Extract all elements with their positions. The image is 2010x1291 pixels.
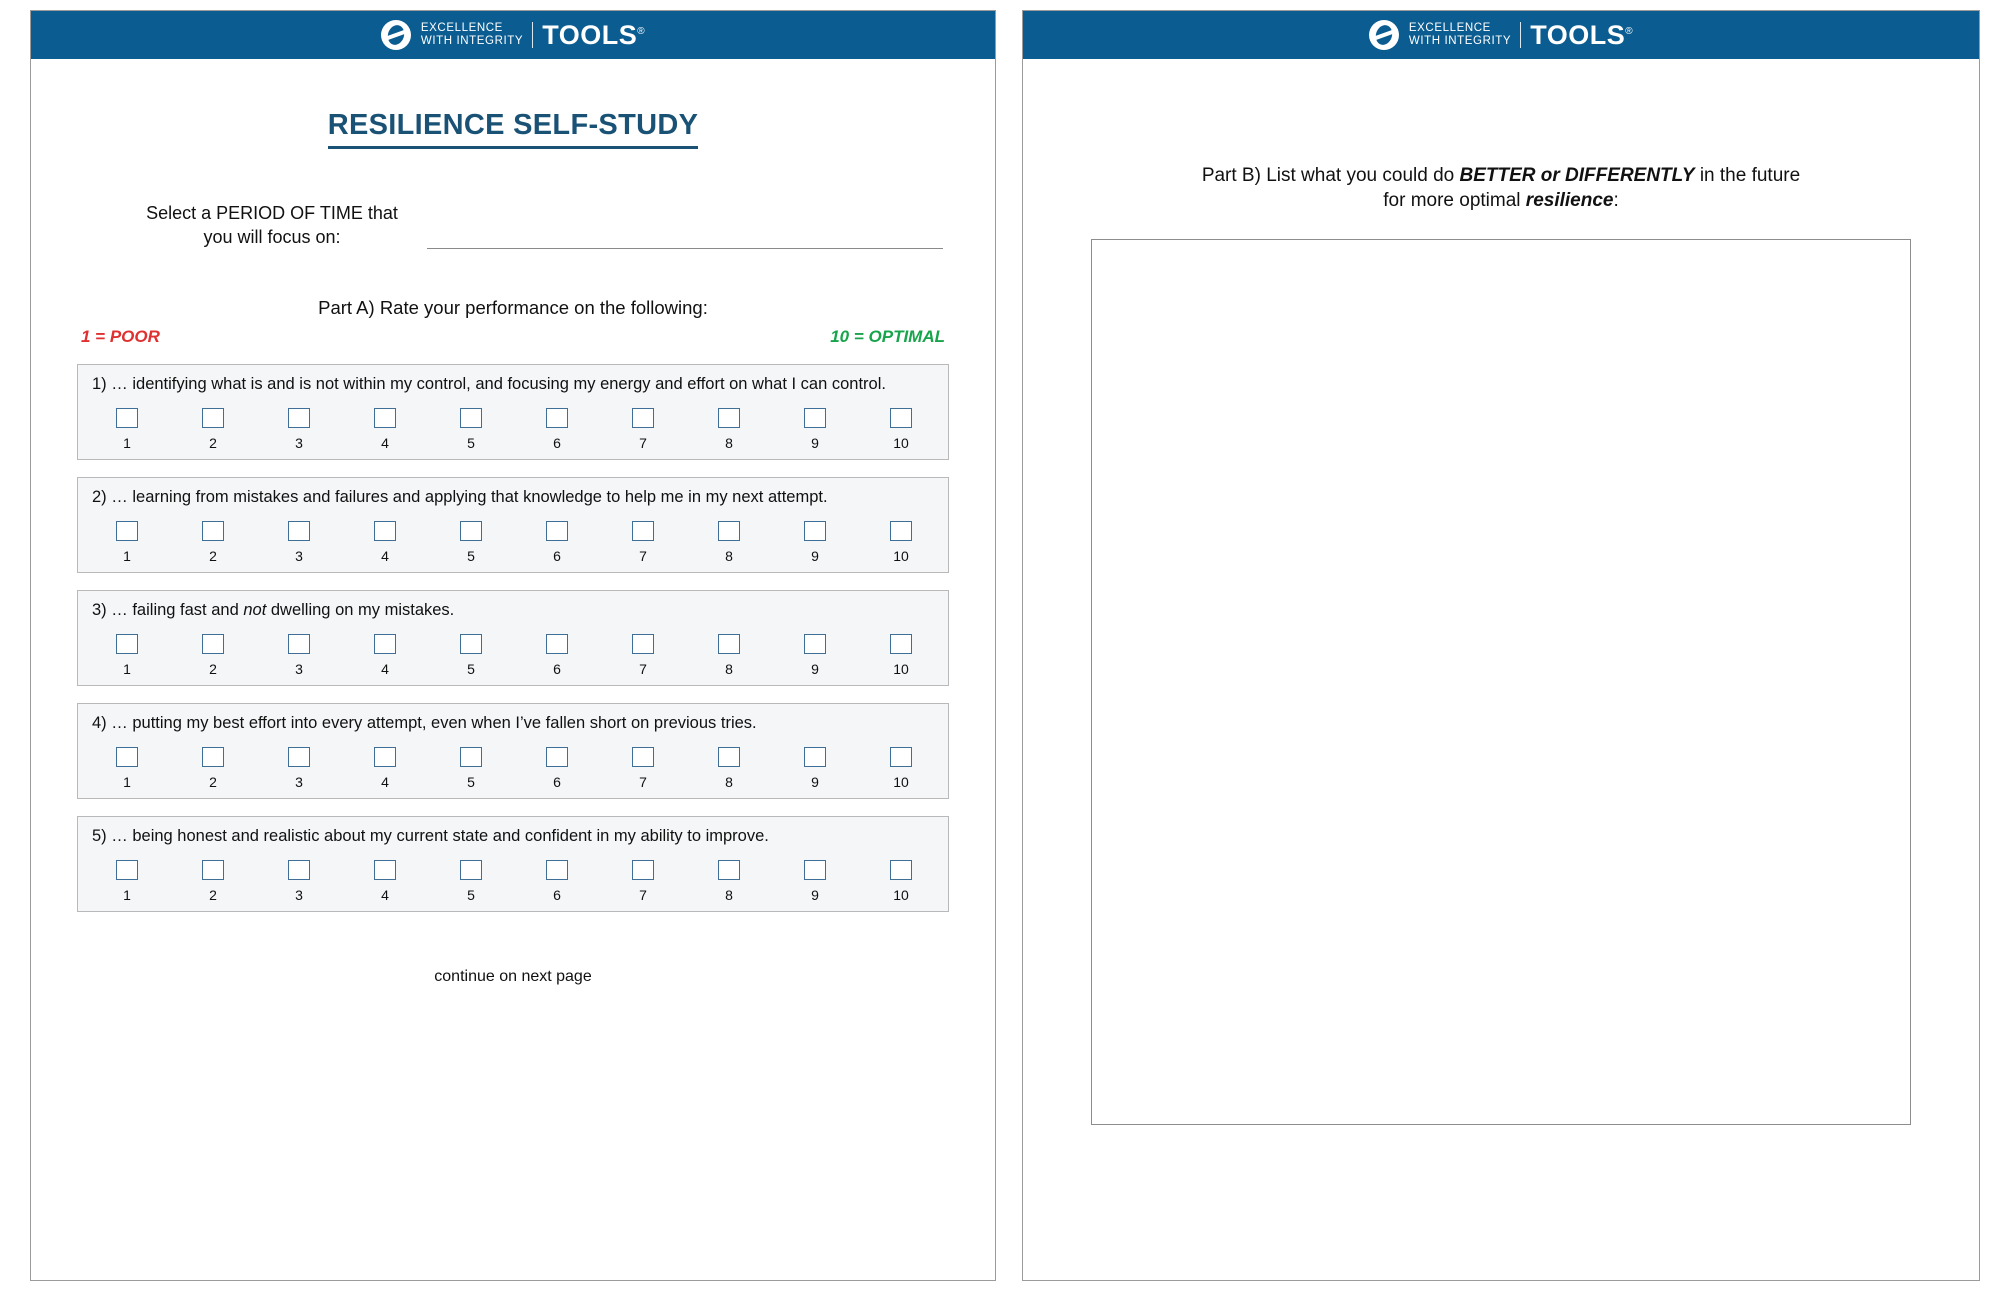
page-title [77, 109, 949, 149]
rating-checkbox[interactable] [374, 634, 396, 654]
rating-label: 8 [725, 661, 733, 677]
question-text [90, 826, 936, 847]
rating-option[interactable] [192, 634, 234, 677]
rating-checkbox[interactable] [890, 521, 912, 541]
rating-label: 8 [725, 887, 733, 903]
rating-label: 4 [381, 661, 389, 677]
part-a-heading: Part A) Rate your performance on the following: [318, 297, 708, 318]
rating-option[interactable] [880, 860, 922, 903]
rating-checkbox[interactable] [460, 747, 482, 767]
part-b-heading-emphasis: BETTER or DIFFERENTLY [1459, 165, 1695, 186]
question-block [77, 703, 949, 799]
question-body-pre: … failing fast and [111, 601, 244, 619]
question-number: 5) [92, 827, 107, 845]
period-label [127, 201, 417, 249]
rating-checkbox[interactable] [116, 521, 138, 541]
rating-checkbox[interactable] [202, 408, 224, 428]
rating-option[interactable] [106, 521, 148, 564]
rating-option[interactable] [536, 408, 578, 451]
rating-label: 6 [553, 774, 561, 790]
registered-mark: ® [637, 25, 646, 37]
rating-checkbox[interactable] [202, 521, 224, 541]
rating-option[interactable] [708, 634, 750, 677]
rating-checkbox[interactable] [890, 408, 912, 428]
rating-checkbox[interactable] [804, 860, 826, 880]
rating-option[interactable] [622, 860, 664, 903]
rating-option[interactable] [880, 408, 922, 451]
rating-checkbox[interactable] [546, 860, 568, 880]
rating-checkbox[interactable] [546, 747, 568, 767]
rating-checkbox[interactable] [890, 634, 912, 654]
rating-checkbox[interactable] [288, 521, 310, 541]
scale-legend [77, 327, 949, 347]
rating-checkbox[interactable] [460, 860, 482, 880]
page-title-text: RESILIENCE SELF-STUDY [328, 109, 698, 149]
rating-label: 3 [295, 548, 303, 564]
rating-option[interactable] [708, 860, 750, 903]
rating-checkbox[interactable] [546, 634, 568, 654]
rating-checkbox[interactable] [374, 521, 396, 541]
rating-checkbox[interactable] [718, 521, 740, 541]
rating-label: 5 [467, 774, 475, 790]
rating-option[interactable] [794, 521, 836, 564]
leaf-circle-logo-icon [381, 20, 411, 50]
rating-checkbox[interactable] [890, 747, 912, 767]
question-text [90, 374, 936, 395]
rating-label: 9 [811, 774, 819, 790]
rating-checkbox[interactable] [288, 860, 310, 880]
rating-label: 2 [209, 887, 217, 903]
rating-option[interactable] [364, 860, 406, 903]
question-body: … being honest and realistic about my current state and confident in my ability to improve. [111, 827, 769, 845]
rating-label: 5 [467, 661, 475, 677]
rating-option[interactable] [880, 521, 922, 564]
rating-option[interactable] [450, 634, 492, 677]
rating-option[interactable] [278, 634, 320, 677]
rating-option[interactable] [106, 408, 148, 451]
rating-option[interactable] [536, 634, 578, 677]
question-body: … putting my best effort into every attempt, even when I’ve fallen short on previous tries. [111, 714, 757, 732]
question-number: 4) [92, 714, 107, 732]
rating-label: 7 [639, 548, 647, 564]
rating-checkbox[interactable] [116, 747, 138, 767]
rating-checkbox[interactable] [202, 860, 224, 880]
rating-option[interactable] [278, 521, 320, 564]
rating-option[interactable] [364, 408, 406, 451]
rating-option[interactable] [536, 521, 578, 564]
rating-checkbox[interactable] [116, 860, 138, 880]
question-block [77, 590, 949, 686]
rating-option[interactable] [450, 408, 492, 451]
question-body-post: dwelling on my mistakes. [266, 601, 455, 619]
rating-checkbox[interactable] [632, 521, 654, 541]
question-block [77, 816, 949, 912]
rating-label: 4 [381, 435, 389, 451]
period-input[interactable] [427, 218, 943, 249]
worksheet-page-right [1022, 10, 1980, 1281]
rating-label: 2 [209, 774, 217, 790]
brand-tagline-line1: EXCELLENCE [1408, 22, 1491, 34]
worksheet-page-left [30, 10, 996, 1281]
rating-label: 2 [209, 435, 217, 451]
rating-label: 3 [295, 435, 303, 451]
rating-option[interactable] [106, 747, 148, 790]
question-number: 1) [92, 375, 107, 393]
rating-label: 7 [639, 887, 647, 903]
question-block [77, 364, 949, 460]
rating-option[interactable] [278, 408, 320, 451]
question-body-emphasis: not [243, 601, 267, 619]
rating-checkbox[interactable] [460, 634, 482, 654]
rating-option[interactable] [192, 521, 234, 564]
rating-label: 7 [639, 774, 647, 790]
rating-label: 1 [123, 661, 131, 677]
rating-label: 6 [553, 435, 561, 451]
rating-option[interactable] [622, 747, 664, 790]
part-b-heading-emphasis-2: resilience [1525, 190, 1614, 211]
rating-label: 3 [295, 661, 303, 677]
rating-checkbox[interactable] [116, 408, 138, 428]
rating-checkbox[interactable] [288, 408, 310, 428]
rating-checkbox[interactable] [632, 408, 654, 428]
rating-option[interactable] [106, 634, 148, 677]
rating-checkbox[interactable] [202, 634, 224, 654]
rating-option[interactable] [192, 860, 234, 903]
rating-option[interactable] [622, 521, 664, 564]
brand-tagline-line1: EXCELLENCE [420, 22, 503, 34]
brand-tagline-line2: WITH INTEGRITY [420, 35, 524, 47]
rating-label: 6 [553, 661, 561, 677]
scale-legend-low: 1 = POOR [81, 327, 160, 346]
brand-wordmark: TOOLS® [1530, 19, 1634, 50]
brand-header-left [31, 11, 995, 59]
rating-checkbox[interactable] [804, 521, 826, 541]
rating-option[interactable] [622, 408, 664, 451]
rating-checkbox[interactable] [546, 521, 568, 541]
rating-option[interactable] [450, 521, 492, 564]
rating-checkbox[interactable] [804, 408, 826, 428]
period-label-line2: you will focus on: [203, 227, 341, 247]
rating-checkbox[interactable] [546, 408, 568, 428]
left-page-body [31, 109, 995, 986]
rating-label: 9 [811, 661, 819, 677]
rating-label: 1 [123, 435, 131, 451]
rating-label: 4 [381, 887, 389, 903]
rating-label: 1 [123, 887, 131, 903]
rating-label: 4 [381, 548, 389, 564]
rating-checkbox[interactable] [718, 747, 740, 767]
rating-label: 7 [639, 661, 647, 677]
rating-option[interactable] [622, 634, 664, 677]
brand-header-right [1023, 11, 1979, 59]
question-number: 2) [92, 488, 107, 506]
part-b-heading-pre: Part B) List what you could do [1201, 165, 1460, 186]
rating-scale [90, 521, 936, 564]
rating-option[interactable] [192, 408, 234, 451]
rating-checkbox[interactable] [718, 634, 740, 654]
rating-checkbox[interactable] [288, 747, 310, 767]
part-b-heading [1023, 163, 1979, 213]
rating-scale [90, 860, 936, 903]
rating-checkbox[interactable] [374, 860, 396, 880]
brand-tagline [1409, 22, 1521, 48]
rating-option[interactable] [794, 408, 836, 451]
rating-option[interactable] [794, 747, 836, 790]
rating-label: 10 [893, 435, 909, 451]
rating-option[interactable] [278, 860, 320, 903]
rating-checkbox[interactable] [890, 860, 912, 880]
rating-scale [90, 634, 936, 677]
rating-option[interactable] [794, 634, 836, 677]
question-text [90, 713, 936, 734]
rating-option[interactable] [192, 747, 234, 790]
rating-label: 5 [467, 887, 475, 903]
brand-wordmark: TOOLS® [542, 19, 646, 50]
rating-label: 6 [553, 548, 561, 564]
rating-label: 5 [467, 548, 475, 564]
page-footer-note: continue on next page [434, 968, 592, 985]
period-field-row [77, 201, 949, 249]
rating-option[interactable] [278, 747, 320, 790]
rating-label: 10 [893, 548, 909, 564]
rating-checkbox[interactable] [374, 408, 396, 428]
question-body: … identifying what is and is not within my control, and focusing my energy and effort on what I can control. [111, 375, 886, 393]
rating-label: 4 [381, 774, 389, 790]
rating-option[interactable] [708, 747, 750, 790]
rating-option[interactable] [794, 860, 836, 903]
rating-option[interactable] [364, 634, 406, 677]
rating-checkbox[interactable] [804, 747, 826, 767]
rating-label: 9 [811, 435, 819, 451]
rating-option[interactable] [536, 860, 578, 903]
question-text [90, 487, 936, 508]
rating-option[interactable] [450, 860, 492, 903]
rating-option[interactable] [708, 408, 750, 451]
rating-label: 9 [811, 887, 819, 903]
rating-option[interactable] [106, 860, 148, 903]
rating-checkbox[interactable] [804, 634, 826, 654]
rating-option[interactable] [880, 634, 922, 677]
rating-label: 2 [209, 548, 217, 564]
part-b-heading-line2-post: : [1613, 190, 1619, 211]
rating-checkbox[interactable] [288, 634, 310, 654]
rating-label: 10 [893, 661, 909, 677]
rating-label: 10 [893, 774, 909, 790]
rating-checkbox[interactable] [116, 634, 138, 654]
rating-checkbox[interactable] [718, 408, 740, 428]
rating-option[interactable] [708, 521, 750, 564]
leaf-circle-logo-icon [1369, 20, 1399, 50]
rating-option[interactable] [536, 747, 578, 790]
rating-label: 1 [123, 548, 131, 564]
question-text [90, 600, 936, 621]
rating-checkbox[interactable] [632, 747, 654, 767]
rating-checkbox[interactable] [460, 408, 482, 428]
rating-label: 3 [295, 887, 303, 903]
brand-tagline-line2: WITH INTEGRITY [1408, 35, 1512, 47]
part-b-answer-area[interactable] [1091, 239, 1911, 1125]
period-label-line1: Select a PERIOD OF TIME that [146, 203, 398, 223]
rating-label: 7 [639, 435, 647, 451]
rating-label: 3 [295, 774, 303, 790]
rating-label: 10 [893, 887, 909, 903]
rating-checkbox[interactable] [460, 521, 482, 541]
rating-option[interactable] [364, 521, 406, 564]
rating-label: 1 [123, 774, 131, 790]
rating-label: 8 [725, 774, 733, 790]
question-number: 3) [92, 601, 107, 619]
part-b-heading-mid: in the future [1694, 165, 1801, 186]
rating-label: 5 [467, 435, 475, 451]
rating-scale [90, 408, 936, 451]
rating-checkbox[interactable] [632, 634, 654, 654]
rating-checkbox[interactable] [202, 747, 224, 767]
rating-label: 2 [209, 661, 217, 677]
part-b-heading-line2-pre: for more optimal [1383, 190, 1526, 211]
rating-label: 8 [725, 548, 733, 564]
question-block [77, 477, 949, 573]
registered-mark: ® [1625, 25, 1634, 37]
question-body: … learning from mistakes and failures and applying that knowledge to help me in my next attempt. [111, 488, 828, 506]
brand-tagline [421, 22, 533, 48]
rating-option[interactable] [364, 747, 406, 790]
rating-scale [90, 747, 936, 790]
rating-option[interactable] [450, 747, 492, 790]
scale-legend-high: 10 = OPTIMAL [830, 327, 945, 346]
rating-label: 9 [811, 548, 819, 564]
rating-checkbox[interactable] [374, 747, 396, 767]
rating-label: 6 [553, 887, 561, 903]
rating-checkbox[interactable] [718, 860, 740, 880]
rating-label: 8 [725, 435, 733, 451]
rating-option[interactable] [880, 747, 922, 790]
rating-checkbox[interactable] [632, 860, 654, 880]
